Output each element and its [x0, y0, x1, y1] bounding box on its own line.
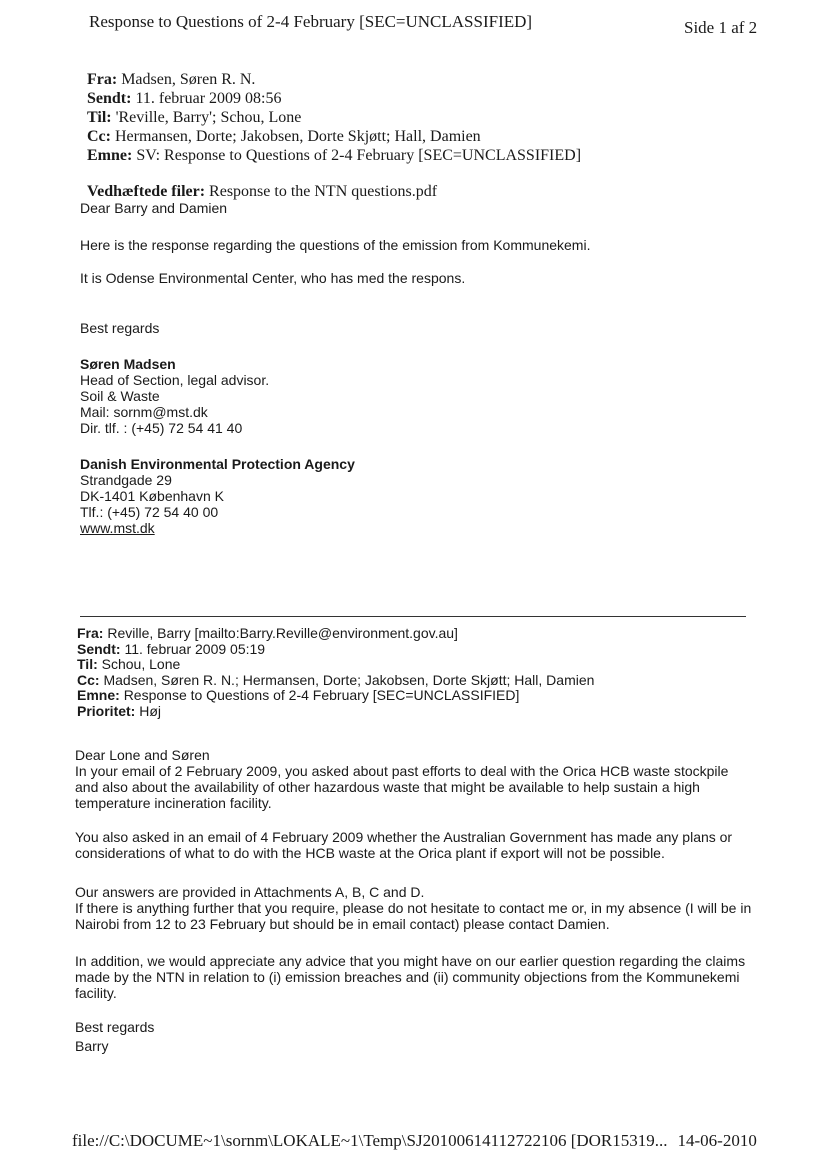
email1-subject: SV: Response to Questions of 2-4 February [SEC=UNCLASSIFIED] — [136, 147, 582, 164]
signature-title: Head of Section, legal advisor. — [80, 372, 270, 388]
page-number: Side 1 af 2 — [684, 18, 758, 37]
email1-para1: Here is the response regarding the questions of the emission from Kommunekemi. — [80, 237, 591, 253]
email2-to-row — [77, 657, 594, 673]
signature-phone: Dir. tlf. : (+45) 72 54 41 40 — [80, 420, 243, 436]
email2-para3b: If there is anything further that you require, please do not hesitate to contact me or, in my absence (I will be in Nairobi from 12 to 23 February but should be in email contact) please contact Damien. — [75, 900, 752, 932]
email1-cc: Hermansen, Dorte; Jakobsen, Dorte Skjøtt; Hall, Damien — [114, 128, 481, 145]
email2-from-row — [77, 626, 594, 642]
email2-cc-row — [77, 673, 594, 689]
subject-label: Emne: — [77, 687, 120, 703]
email1-sent: 11. februar 2009 08:56 — [135, 90, 282, 107]
from-label: Fra: — [77, 625, 104, 641]
email2-para4: In addition, we would appreciate any advice that you might have on our earlier question regarding the claims made by the NTN in relation to (i) emission breaches and (ii) community objections from the Kommunekemi facility. — [75, 953, 746, 1001]
cc-label: Cc: — [77, 671, 100, 688]
subject-label: Emne: — [87, 147, 133, 164]
email2-para2: You also asked in an email of 4 February 2009 whether the Australian Government has made any plans or considerations of what to do with the HCB waste at the Orica plant if export will not be possible. — [75, 829, 733, 861]
email2-from: Reville, Barry [mailto:Barry.Reville@environment.gov.au] — [107, 625, 458, 641]
organization-block — [80, 456, 355, 536]
email2-header — [77, 626, 594, 719]
to-label: Til: — [87, 109, 112, 126]
signature-mail: Mail: sornm@mst.dk — [80, 404, 208, 420]
organization-website-link[interactable]: www.mst.dk — [80, 520, 155, 536]
email1-closing: Best regards — [80, 320, 160, 336]
email2-subject: Response to Questions of 2-4 February [SEC=UNCLASSIFIED] — [123, 687, 520, 703]
email2-greeting: Dear Lone and Søren — [75, 747, 210, 763]
attachment-file[interactable]: Response to the NTN questions.pdf — [209, 183, 438, 200]
signature-dept: Soil & Waste — [80, 388, 160, 404]
email1-header — [87, 70, 581, 165]
email1-signature — [80, 356, 269, 436]
page-header-title: Response to Questions of 2-4 February [SEC=UNCLASSIFIED] — [89, 12, 533, 31]
footer-date: 14-06-2010 — [677, 1131, 757, 1150]
to-label: Til: — [77, 656, 98, 672]
email2-signoff: Barry — [75, 1038, 109, 1054]
sent-label: Sendt: — [77, 640, 121, 657]
from-label: Fra: — [87, 71, 118, 88]
email2-priority: Høj — [139, 702, 162, 719]
email1-para2: It is Odense Environmental Center, who has med the respons. — [80, 270, 466, 286]
email1-greeting: Dear Barry and Damien — [80, 200, 228, 216]
email2-sent-row — [77, 642, 594, 658]
sent-label: Sendt: — [87, 90, 132, 107]
email1-sent-row — [87, 89, 581, 108]
email1-to: 'Reville, Barry'; Schou, Lone — [115, 109, 302, 126]
email1-subject-row — [87, 146, 581, 165]
email1-attachments — [87, 183, 437, 201]
email1-from: Madsen, Søren R. N. — [121, 71, 256, 88]
email2-priority-row — [77, 704, 594, 720]
email1-from-row — [87, 70, 581, 89]
email1-to-row — [87, 108, 581, 127]
page-footer — [72, 1131, 757, 1151]
email2-cc: Madsen, Søren R. N.; Hermansen, Dorte; Jakobsen, Dorte Skjøtt; Hall, Damien — [103, 671, 595, 688]
attachments-label: Vedhæftede filer: — [87, 183, 206, 200]
footer-path: file://C:\DOCUME~1\sornm\LOKALE~1\Temp\SJ20100614112722106 [DOR15319... — [72, 1131, 668, 1150]
email2-para1: In your email of 2 February 2009, you asked about past efforts to deal with the Orica HCB waste stockpile and also about the availability of other hazardous waste that might be available to help sustain a high temperature incineration facility. — [75, 763, 729, 811]
email2-closing: Best regards — [75, 1019, 155, 1035]
organization-street: Strandgade 29 — [80, 472, 172, 488]
email2-sent: 11. februar 2009 05:19 — [124, 640, 266, 657]
priority-label: Prioritet: — [77, 702, 136, 719]
cc-label: Cc: — [87, 128, 111, 145]
organization-city: DK-1401 København K — [80, 488, 224, 504]
email2-to: Schou, Lone — [101, 656, 181, 672]
email-divider — [80, 616, 746, 617]
organization-name: Danish Environmental Protection Agency — [80, 456, 355, 472]
email2-subject-row — [77, 688, 594, 704]
organization-phone: Tlf.: (+45) 72 54 40 00 — [80, 504, 219, 520]
email1-cc-row — [87, 127, 581, 146]
email2-para3a: Our answers are provided in Attachments A, B, C and D. — [75, 884, 425, 900]
signature-name: Søren Madsen — [80, 356, 176, 372]
